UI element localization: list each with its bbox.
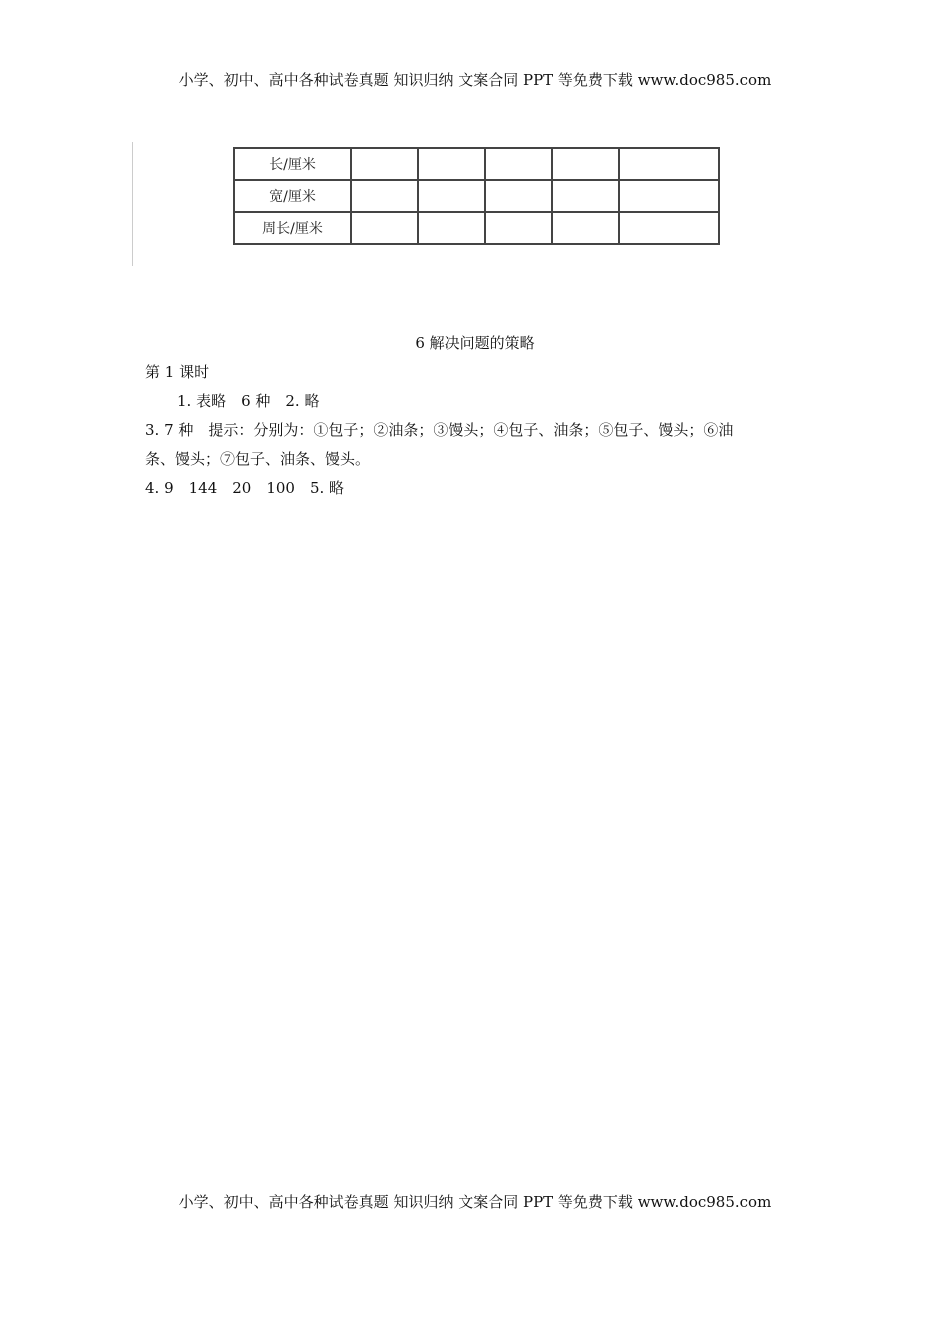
- answer-line: 1. 表略 6 种 2. 略: [177, 392, 320, 410]
- answer-line: 条、馒头；⑦包子、油条、馒头。: [145, 450, 371, 468]
- page-footer: 小学、初中、高中各种试卷真题 知识归纳 文案合同 PPT 等免费下载 www.doc985.com: [178, 1193, 772, 1211]
- row-header: 长/厘米: [234, 148, 351, 180]
- row-header: 宽/厘米: [234, 180, 351, 212]
- answer-line: 4. 9 144 20 100 5. 略: [145, 479, 345, 497]
- margin-line: [132, 142, 133, 266]
- lesson-heading: 第 1 课时: [145, 363, 210, 381]
- section-title: 6 解决问题的策略: [415, 334, 535, 352]
- measurement-table: [233, 147, 720, 245]
- row-header: 周长/厘米: [234, 212, 351, 244]
- table-row: [234, 212, 719, 244]
- page-header: 小学、初中、高中各种试卷真题 知识归纳 文案合同 PPT 等免费下载 www.doc985.com: [178, 71, 772, 89]
- table-row: [234, 148, 719, 180]
- answer-line: 3. 7 种 提示：分别为：①包子；②油条；③馒头；④包子、油条；⑤包子、馒头；⑥油: [145, 421, 734, 439]
- table-row: [234, 180, 719, 212]
